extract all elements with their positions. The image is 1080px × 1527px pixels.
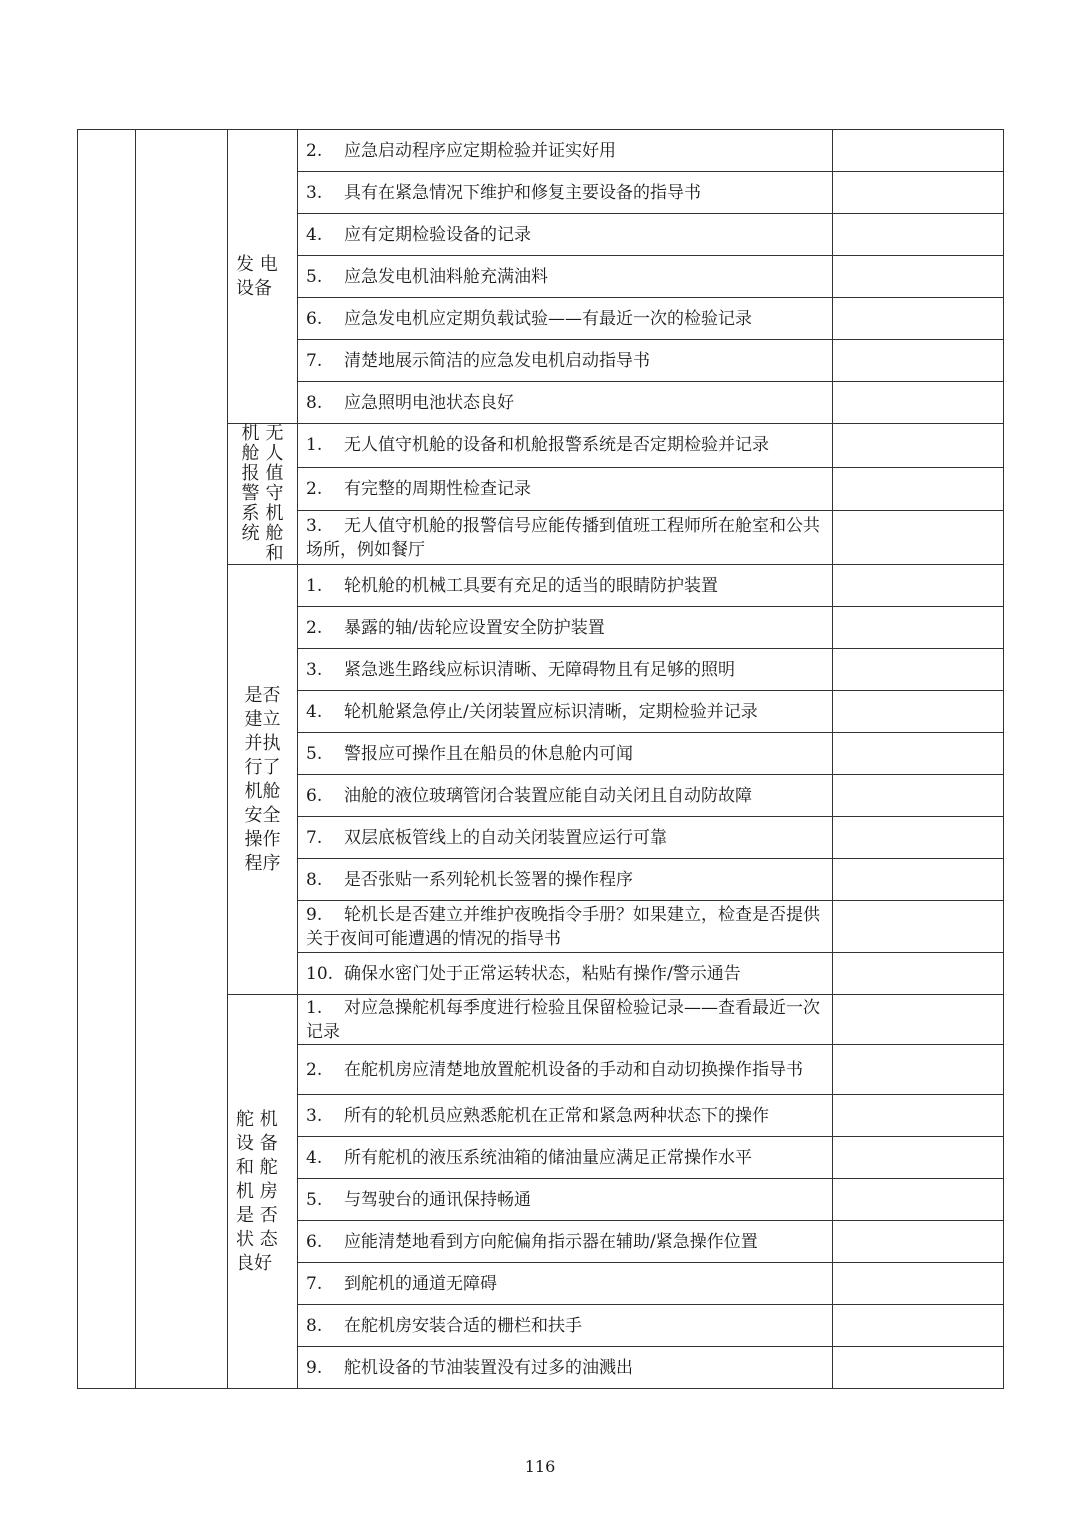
item-cell bbox=[298, 382, 833, 424]
item-cell bbox=[298, 1347, 833, 1389]
result-cell bbox=[833, 172, 1004, 214]
category-label-line: 并执 bbox=[244, 732, 281, 754]
result-cell bbox=[833, 467, 1004, 511]
result-cell bbox=[833, 214, 1004, 256]
category-label-line: 建立 bbox=[244, 708, 281, 730]
item-cell bbox=[298, 424, 833, 468]
category-label-line: 程序 bbox=[244, 852, 281, 874]
item-text: 确保水密门处于正常运转状态，粘贴有操作/警示通告 bbox=[344, 963, 741, 984]
category-label-line: 设 备 bbox=[236, 1132, 278, 1154]
item-cell bbox=[298, 1045, 833, 1095]
result-cell bbox=[833, 1263, 1004, 1305]
result-cell bbox=[833, 130, 1004, 172]
result-cell bbox=[833, 733, 1004, 775]
item-number: 2. bbox=[306, 478, 323, 499]
item-text: 具有在紧急情况下维护和修复主要设备的指导书 bbox=[344, 182, 701, 203]
result-cell bbox=[833, 1221, 1004, 1263]
result-cell bbox=[833, 1179, 1004, 1221]
item-cell bbox=[298, 467, 833, 511]
item-number: 2. bbox=[306, 1059, 323, 1080]
item-text: 应急发电机油料舱充满油料 bbox=[344, 266, 548, 287]
result-cell bbox=[833, 649, 1004, 691]
item-number: 4. bbox=[306, 224, 323, 245]
item-text: 轮机舱的机械工具要有充足的适当的眼睛防护装置 bbox=[344, 575, 718, 596]
category-label-line: 是否 bbox=[244, 684, 281, 706]
item-cell bbox=[298, 733, 833, 775]
blank-column-2-cell bbox=[136, 130, 228, 1389]
blank-column-1-cell bbox=[78, 130, 136, 1389]
item-number: 4. bbox=[306, 1147, 323, 1168]
item-text: 轮机长是否建立并维护夜晚指令手册？如果建立，检查是否提供关于夜间可能遭遇的情况的指导书 bbox=[306, 904, 820, 949]
item-text: 应急发电机应定期负载试验——有最近一次的检验记录 bbox=[344, 308, 752, 329]
item-cell bbox=[298, 859, 833, 901]
item-number: 9. bbox=[306, 1357, 323, 1378]
item-text: 应能清楚地看到方向舵偏角指示器在辅助/紧急操作位置 bbox=[344, 1231, 758, 1252]
category-label-line: 机 房 bbox=[236, 1180, 278, 1202]
category-label-line: 是 否 bbox=[236, 1204, 278, 1226]
item-number: 5. bbox=[306, 266, 323, 287]
result-cell bbox=[833, 1045, 1004, 1095]
item-number: 2. bbox=[306, 140, 323, 161]
item-number: 10. bbox=[306, 963, 334, 984]
result-cell bbox=[833, 424, 1004, 468]
table-row bbox=[78, 130, 1004, 172]
result-cell bbox=[833, 995, 1004, 1045]
item-number: 3. bbox=[306, 182, 323, 203]
item-number: 1. bbox=[306, 575, 323, 596]
category-label-line: 和 舵 bbox=[236, 1156, 278, 1178]
category-cell bbox=[228, 995, 298, 1389]
category-label-column: 无人值守机舱和 bbox=[265, 423, 284, 564]
item-number: 6. bbox=[306, 1231, 323, 1252]
item-text: 有完整的周期性检查记录 bbox=[344, 478, 531, 499]
item-cell bbox=[298, 130, 833, 172]
result-cell bbox=[833, 565, 1004, 607]
category-cell bbox=[228, 424, 298, 565]
page-number: 116 bbox=[524, 1457, 556, 1476]
result-cell bbox=[833, 1137, 1004, 1179]
item-cell bbox=[298, 214, 833, 256]
result-cell bbox=[833, 1095, 1004, 1137]
item-cell bbox=[298, 1137, 833, 1179]
item-number: 8. bbox=[306, 1315, 323, 1336]
category-label-line: 设备 bbox=[236, 277, 272, 299]
item-text: 应急启动程序应定期检验并证实好用 bbox=[344, 140, 616, 161]
category-label-line: 舵 机 bbox=[236, 1108, 278, 1130]
result-cell bbox=[833, 256, 1004, 298]
category-cell bbox=[228, 565, 298, 995]
result-cell bbox=[833, 298, 1004, 340]
item-text: 轮机舱紧急停止/关闭装置应标识清晰，定期检验并记录 bbox=[344, 701, 758, 722]
item-text: 在舵机房安装合适的栅栏和扶手 bbox=[344, 1315, 582, 1336]
item-text: 双层底板管线上的自动关闭装置应运行可靠 bbox=[344, 827, 667, 848]
item-number: 1. bbox=[306, 997, 323, 1018]
category-label-line: 安全 bbox=[244, 804, 281, 826]
item-cell bbox=[298, 995, 833, 1045]
category-label-line: 良好 bbox=[236, 1252, 272, 1274]
item-text: 油舱的液位玻璃管闭合装置应能自动关闭且自动防故障 bbox=[344, 785, 752, 806]
item-number: 9. bbox=[306, 904, 323, 925]
item-cell bbox=[298, 817, 833, 859]
item-text: 警报应可操作且在船员的休息舱内可闻 bbox=[344, 743, 633, 764]
item-text: 应有定期检验设备的记录 bbox=[344, 224, 531, 245]
item-cell bbox=[298, 298, 833, 340]
item-number: 6. bbox=[306, 785, 323, 806]
item-text: 紧急逃生路线应标识清晰、无障碍物且有足够的照明 bbox=[344, 659, 735, 680]
item-text: 所有的轮机员应熟悉舵机在正常和紧急两种状态下的操作 bbox=[344, 1105, 769, 1126]
item-text: 在舵机房应清楚地放置舵机设备的手动和自动切换操作指导书 bbox=[344, 1059, 803, 1080]
item-text: 应急照明电池状态良好 bbox=[344, 392, 514, 413]
item-text: 无人值守机舱的设备和机舱报警系统是否定期检验并记录 bbox=[344, 435, 769, 456]
item-text: 对应急操舵机每季度进行检验且保留检验记录——查看最近一次记录 bbox=[306, 997, 820, 1042]
item-cell bbox=[298, 691, 833, 733]
item-number: 3. bbox=[306, 659, 323, 680]
item-number: 3. bbox=[306, 515, 323, 536]
result-cell bbox=[833, 382, 1004, 424]
item-cell bbox=[298, 511, 833, 565]
item-text: 舵机设备的节油装置没有过多的油溅出 bbox=[344, 1357, 633, 1378]
result-cell bbox=[833, 859, 1004, 901]
item-number: 1. bbox=[306, 435, 323, 456]
item-cell bbox=[298, 901, 833, 953]
item-number: 7. bbox=[306, 1273, 323, 1294]
item-text: 无人值守机舱的报警信号应能传播到值班工程师所在舱室和公共场所，例如餐厅 bbox=[306, 515, 820, 560]
item-number: 2. bbox=[306, 617, 323, 638]
item-number: 3. bbox=[306, 1105, 323, 1126]
item-cell bbox=[298, 1095, 833, 1137]
category-label-line: 发 电 bbox=[236, 253, 278, 275]
item-text: 是否张贴一系列轮机长签署的操作程序 bbox=[344, 869, 633, 890]
category-label-line: 行了 bbox=[244, 756, 281, 778]
item-cell bbox=[298, 775, 833, 817]
result-cell bbox=[833, 340, 1004, 382]
category-label-line: 操作 bbox=[244, 828, 281, 850]
category-label-line: 状 态 bbox=[236, 1228, 278, 1250]
item-text: 清楚地展示简洁的应急发电机启动指导书 bbox=[344, 350, 650, 371]
item-cell bbox=[298, 1263, 833, 1305]
item-number: 7. bbox=[306, 827, 323, 848]
item-number: 4. bbox=[306, 701, 323, 722]
item-number: 7. bbox=[306, 350, 323, 371]
item-cell bbox=[298, 607, 833, 649]
item-cell bbox=[298, 1221, 833, 1263]
item-number: 6. bbox=[306, 308, 323, 329]
checklist-table bbox=[77, 129, 1004, 1389]
item-cell bbox=[298, 953, 833, 995]
result-cell bbox=[833, 1305, 1004, 1347]
item-cell bbox=[298, 256, 833, 298]
result-cell bbox=[833, 817, 1004, 859]
item-cell bbox=[298, 565, 833, 607]
result-cell bbox=[833, 953, 1004, 995]
category-cell bbox=[228, 130, 298, 424]
item-number: 5. bbox=[306, 743, 323, 764]
result-cell bbox=[833, 901, 1004, 953]
category-label-vertical bbox=[228, 424, 297, 564]
result-cell bbox=[833, 511, 1004, 565]
result-cell bbox=[833, 691, 1004, 733]
result-cell bbox=[833, 607, 1004, 649]
item-number: 5. bbox=[306, 1189, 323, 1210]
item-number: 8. bbox=[306, 869, 323, 890]
category-label-line: 机舱 bbox=[244, 780, 281, 802]
item-number: 8. bbox=[306, 392, 323, 413]
result-cell bbox=[833, 775, 1004, 817]
item-text: 暴露的轴/齿轮应设置安全防护装置 bbox=[344, 617, 605, 638]
item-cell bbox=[298, 340, 833, 382]
item-cell bbox=[298, 172, 833, 214]
category-label-column: 机舱报警系统 bbox=[241, 423, 260, 544]
item-text: 到舵机的通道无障碍 bbox=[344, 1273, 497, 1294]
item-cell bbox=[298, 649, 833, 691]
item-text: 与驾驶台的通讯保持畅通 bbox=[344, 1189, 531, 1210]
result-cell bbox=[833, 1347, 1004, 1389]
item-cell bbox=[298, 1179, 833, 1221]
item-cell bbox=[298, 1305, 833, 1347]
item-text: 所有舵机的液压系统油箱的储油量应满足正常操作水平 bbox=[344, 1147, 752, 1168]
